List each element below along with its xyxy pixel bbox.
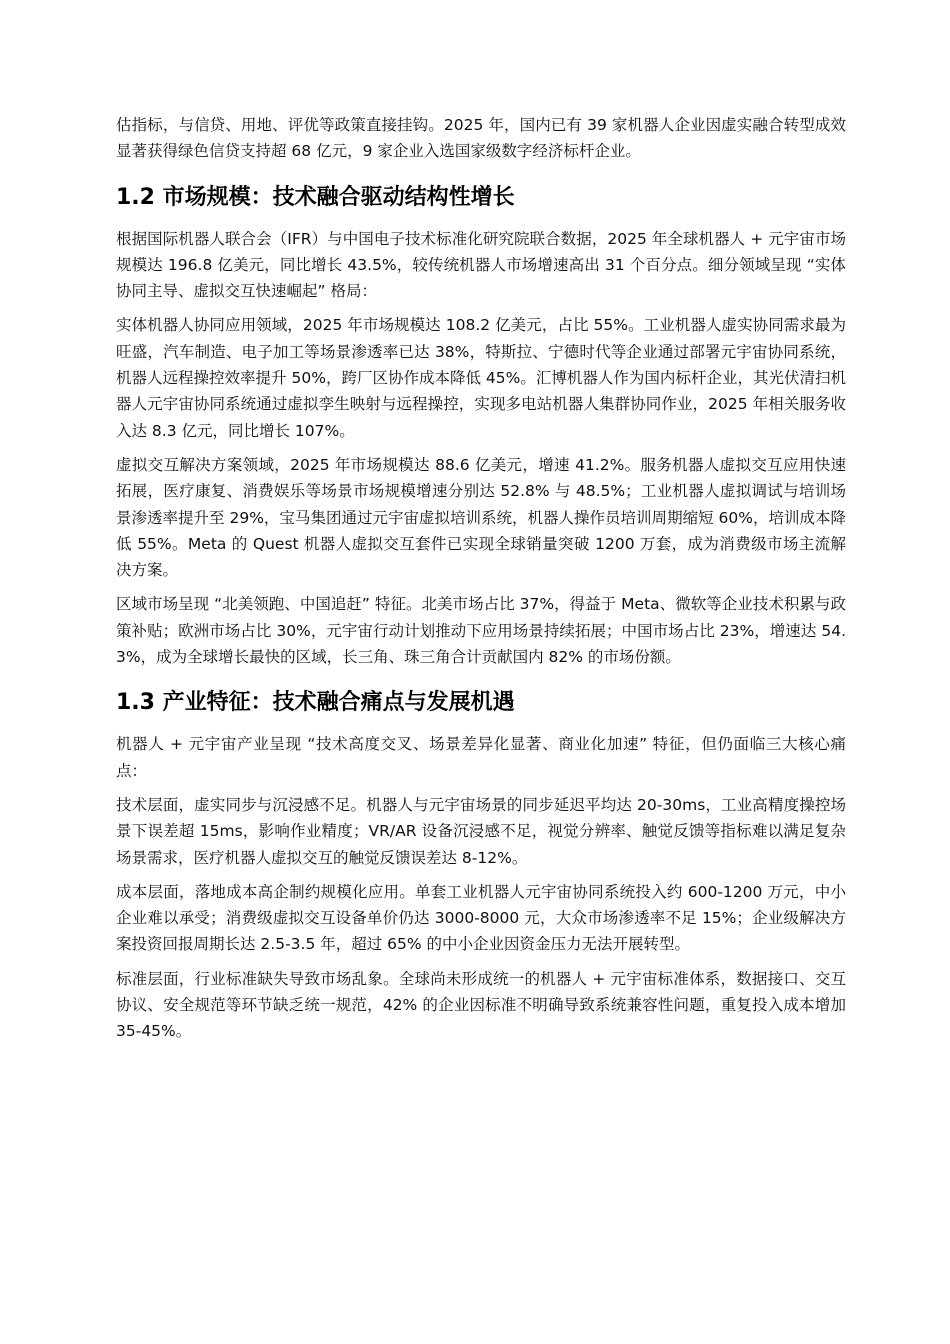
paragraph-cost-pain-point: 成本层面，落地成本高企制约规模化应用。单套工业机器人元宇宙协同系统投入约 600-1200 万元，中小企业难以承受；消费级虚拟交互设备单价仍达 3000-8000 元，大众市场渗透率不足 15%；企业级解决方案投资回报周期长达 2.5-3.5 年，超过 65% 的中小企业因资金压力无法开展转型。 (116, 882, 846, 954)
paragraph-policy-continuation: 估指标，与信贷、用地、评优等政策直接挂钩。2025 年，国内已有 39 家机器人企业因虚实融合转型成效显著获得绿色信贷支持超 68 亿元，9 家企业入选国家级数字经济标杆企业。 (116, 116, 846, 161)
paragraph-market-overview: 根据国际机器人联合会（IFR）与中国电子技术标准化研究院联合数据，2025 年全球机器人 + 元宇宙市场规模达 196.8 亿美元，同比增长 43.5%，较传统机器人市场增速高出 31 个百分点。细分领域呈现 “实体协同主导、虚拟交互快速崛起” 格局： (116, 229, 846, 301)
paragraph-virtual-interaction-segment: 虚拟交互解决方案领域，2025 年市场规模达 88.6 亿美元，增速 41.2%。服务机器人虚拟交互应用快速拓展，医疗康复、消费娱乐等场景市场规模增速分别达 52.8% 与 48.5%；工业机器人虚拟调试与培训场景渗透率提升至 29%，宝马集团通过元宇宙虚拟培训系统，机器人操作员培训周期缩短 60%，培训成本降低 55%。Meta 的 Quest 机器人虚拟交互套件已实现全球销量突破 1200 万套，成为消费级市场主流解决方案。 (116, 455, 846, 580)
section-heading-1-3: 1.3 产业特征：技术融合痛点与发展机遇 (116, 690, 515, 716)
document-page (116, 112, 846, 1053)
paragraph-technical-pain-point: 技术层面，虚实同步与沉浸感不足。机器人与元宇宙场景的同步延迟平均达 20-30ms，工业高精度操控场景下误差超 15ms，影响作业精度；VR/AR 设备沉浸感不足，视觉分辨率、触觉反馈等指标难以满足复杂场景需求，医疗机器人虚拟交互的触觉反馈误差达 8-12%。 (116, 795, 846, 867)
paragraph-standard-pain-point: 标准层面，行业标准缺失导致市场乱象。全球尚未形成统一的机器人 + 元宇宙标准体系，数据接口、交互协议、安全规范等环节缺乏统一规范，42% 的企业因标准不明确导致系统兼容性问题，重复投入成本增加 35-45%。 (116, 969, 846, 1041)
paragraph-physical-robot-segment: 实体机器人协同应用领域，2025 年市场规模达 108.2 亿美元，占比 55%。工业机器人虚实协同需求最为旺盛，汽车制造、电子加工等场景渗透率已达 38%，特斯拉、宁德时代等企业通过部署元宇宙协同系统，机器人远程操控效率提升 50%，跨厂区协作成本降低 45%。汇博机器人作为国内标杆企业，其光伏清扫机器人元宇宙协同系统通过虚拟孪生映射与远程操控，实现多电站机器人集群协同作业，2025 年相关服务收入达 8.3 亿元，同比增长 107%。 (116, 316, 846, 440)
paragraph-industry-features: 机器人 + 元宇宙产业呈现 “技术高度交叉、场景差异化显著、商业化加速” 特征，但仍面临三大核心痛点： (116, 735, 846, 780)
paragraph-regional-market: 区域市场呈现 “北美领跑、中国追赶” 特征。北美市场占比 37%，得益于 Meta、微软等企业技术积累与政策补贴；欧洲市场占比 30%，元宇宙行动计划推动下应用场景持续拓展；中国市场占比 23%，增速达 54.3%，成为全球增长最快的区域，长三角、珠三角合计贡献国内 82% 的市场份额。 (116, 595, 846, 667)
section-heading-1-2: 1.2 市场规模：技术融合驱动结构性增长 (116, 184, 515, 210)
